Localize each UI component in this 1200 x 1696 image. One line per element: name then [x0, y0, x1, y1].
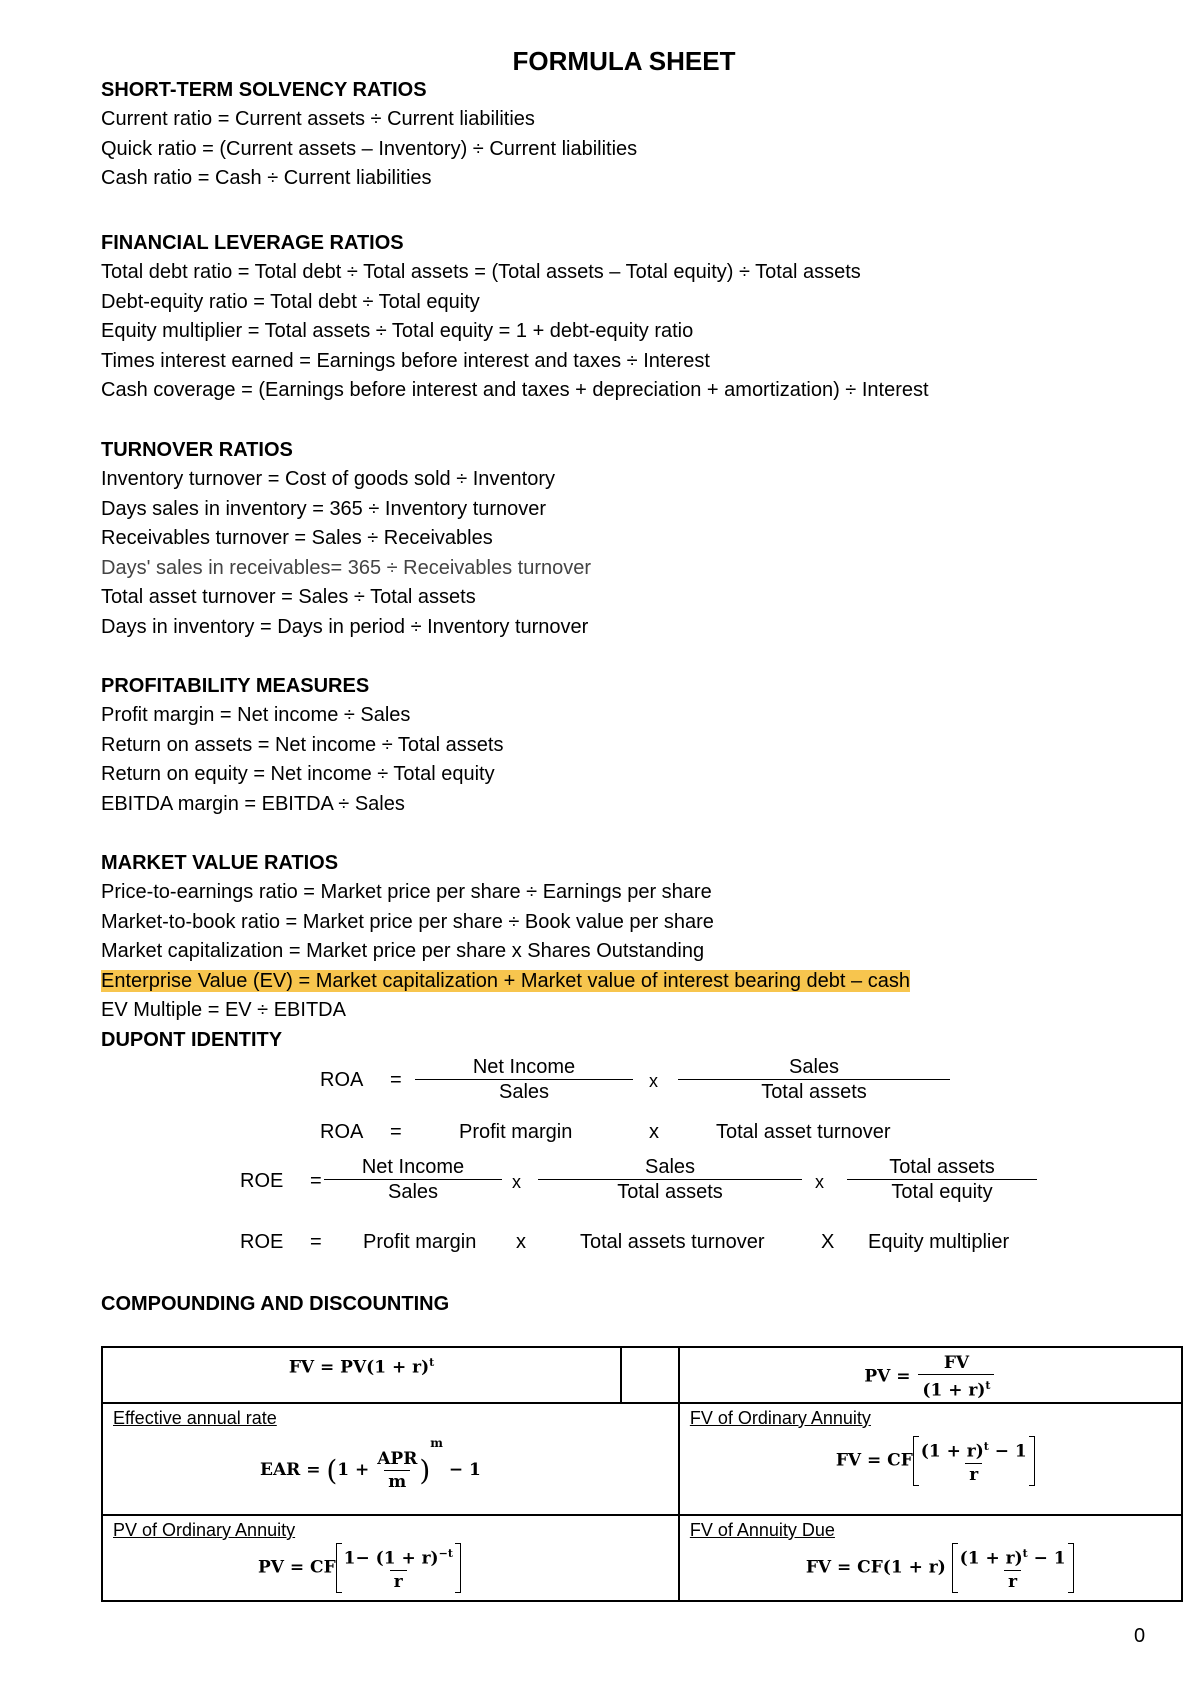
- formula-line: Total debt ratio = Total debt ÷ Total assets = (Total assets – Total equity) ÷ Total assets: [101, 261, 861, 283]
- times-sign: x: [649, 1121, 659, 1143]
- equals-sign: =: [310, 1231, 322, 1253]
- fv-annuity-due-caption: FV of Annuity Due: [689, 1520, 835, 1540]
- pv-ordinary-annuity-cell: [102, 1515, 679, 1601]
- fv-annuity-due-cell: [679, 1515, 1182, 1601]
- formula-line: Return on equity = Net income ÷ Total equity: [101, 763, 495, 785]
- section-heading: PROFITABILITY MEASURES: [101, 675, 370, 697]
- formula-line: Market-to-book ratio = Market price per share ÷ Book value per share: [101, 910, 714, 933]
- formula-line: Cash ratio = Cash ÷ Current liabilities: [101, 167, 432, 189]
- formula-line: Cash coverage = (Earnings before interest and taxes + depreciation + amortization) ÷ Interest: [101, 379, 929, 401]
- fv-cell: [102, 1347, 621, 1403]
- pv-cell: [679, 1347, 1182, 1403]
- fraction-net-income-over-sales: [324, 1155, 502, 1204]
- profit-margin-term: Profit margin: [363, 1231, 477, 1253]
- equals-sign: =: [390, 1121, 402, 1143]
- fv-formula: FV = $PV(1 + r)^t$: [288, 1356, 435, 1378]
- roa-label: ROA: [320, 1121, 364, 1143]
- section-heading: SHORT-TERM SOLVENCY RATIOS: [101, 79, 427, 101]
- denominator: Total assets: [617, 1181, 723, 1203]
- section-heading: COMPOUNDING AND DISCOUNTING: [101, 1293, 450, 1315]
- pv-formula: PV = $\frac{FV}{(1 + r)^t}$: [680, 1352, 1181, 1402]
- fv-ordinary-annuity-caption: FV of Ordinary Annuity: [689, 1408, 871, 1428]
- pv-ordinary-annuity-formula: PV = CF $1- (1 + r)^{-t}$ r: [258, 1543, 461, 1593]
- section-heading: DUPONT IDENTITY: [101, 1028, 283, 1051]
- numerator: Sales: [788, 1056, 840, 1078]
- section-heading: FINANCIAL LEVERAGE RATIOS: [101, 232, 404, 254]
- total-asset-turnover-term: Total asset turnover: [716, 1121, 891, 1143]
- equals-sign: =: [310, 1170, 322, 1192]
- equity-multiplier-term: Equity multiplier: [868, 1231, 1010, 1253]
- fv-ordinary-annuity-cell: [679, 1403, 1182, 1515]
- equals-sign: =: [390, 1069, 402, 1091]
- formula-line: Price-to-earnings ratio = Market price per share ÷ Earnings per share: [101, 881, 712, 903]
- section-heading: TURNOVER RATIOS: [101, 439, 293, 461]
- compounding-table: [101, 1346, 1183, 1602]
- times-sign: x: [649, 1071, 658, 1091]
- formula-line: Profit margin = Net income ÷ Sales: [101, 704, 411, 726]
- roa-label: ROA: [320, 1069, 364, 1091]
- section-short-term: [101, 76, 637, 194]
- formula-line: Days' sales in receivables= 365 ÷ Receivables turnover: [101, 556, 592, 579]
- times-sign-capital: X: [821, 1231, 835, 1253]
- total-assets-turnover-term: Total assets turnover: [580, 1231, 765, 1253]
- section-leverage: [101, 229, 929, 406]
- denominator: Total equity: [891, 1181, 993, 1203]
- fv-annuity-due-formula: FV = CF(1 + r) $(1 + r)^t - 1$ r: [806, 1543, 1074, 1593]
- section-profitability: [101, 672, 503, 819]
- section-compounding: [101, 1290, 449, 1319]
- formula-line: EV Multiple = EV ÷ EBITDA: [101, 999, 346, 1021]
- spacer-cell: [621, 1347, 679, 1403]
- formula-line: Inventory turnover = Cost of goods sold ÷ Inventory: [101, 468, 555, 490]
- fraction-sales-over-total-assets: [538, 1155, 802, 1204]
- times-sign: x: [512, 1172, 521, 1192]
- roe-label: ROE: [240, 1170, 284, 1192]
- formula-line: EBITDA margin = EBITDA ÷ Sales: [101, 792, 405, 815]
- formula-line: Days sales in inventory = 365 ÷ Inventory turnover: [101, 497, 547, 520]
- numerator: Net Income: [472, 1056, 576, 1078]
- denominator: Sales: [498, 1081, 550, 1103]
- formula-line: Days in inventory = Days in period ÷ Inventory turnover: [101, 615, 589, 638]
- fraction-sales-over-total-assets: [678, 1055, 950, 1104]
- section-heading: MARKET VALUE RATIOS: [101, 852, 339, 874]
- ear-cell: [102, 1403, 679, 1515]
- formula-line: Debt-equity ratio = Total debt ÷ Total equity: [101, 290, 480, 313]
- formula-line: Market capitalization = Market price per share x Shares Outstanding: [101, 940, 705, 962]
- formula-line: Quick ratio = (Current assets – Inventory) ÷ Current liabilities: [101, 137, 638, 160]
- pv-ordinary-annuity-caption: PV of Ordinary Annuity: [113, 1520, 296, 1540]
- highlighted-formula-line: Enterprise Value (EV) = Market capitalization + Market value of interest bearing debt – cash: [101, 969, 910, 992]
- ear-formula: EAR = (1 + APR m )$^m$ − 1: [260, 1436, 481, 1492]
- section-turnover: [101, 436, 591, 642]
- denominator: Sales: [387, 1181, 439, 1203]
- formula-line: Current ratio = Current assets ÷ Current liabilities: [101, 108, 535, 130]
- times-sign: x: [815, 1172, 824, 1192]
- numerator: Total assets: [889, 1156, 995, 1178]
- section-market-value: [101, 849, 910, 1055]
- formula-line: Receivables turnover = Sales ÷ Receivables: [101, 527, 493, 549]
- roe-label: ROE: [240, 1231, 284, 1253]
- formula-line: Return on assets = Net income ÷ Total assets: [101, 733, 504, 756]
- profit-margin-term: Profit margin: [459, 1121, 573, 1143]
- formula-line: Times interest earned = Earnings before interest and taxes ÷ Interest: [101, 349, 710, 372]
- page-title: FORMULA SHEET: [512, 46, 736, 76]
- formula-line: Equity multiplier = Total assets ÷ Total equity = 1 + debt-equity ratio: [101, 320, 694, 342]
- numerator: Net Income: [361, 1156, 465, 1178]
- page-number: 0: [1134, 1625, 1146, 1647]
- numerator: Sales: [644, 1156, 696, 1178]
- fraction-total-assets-over-total-equity: [847, 1155, 1037, 1204]
- fv-ordinary-annuity-formula: FV = CF $(1 + r)^t - 1$ r: [836, 1436, 1035, 1486]
- formula-line: Total asset turnover = Sales ÷ Total assets: [101, 586, 476, 608]
- fraction-net-income-over-sales: [415, 1055, 633, 1104]
- denominator: Total assets: [761, 1081, 867, 1103]
- times-sign: x: [516, 1231, 526, 1253]
- ear-caption: Effective annual rate: [113, 1408, 277, 1428]
